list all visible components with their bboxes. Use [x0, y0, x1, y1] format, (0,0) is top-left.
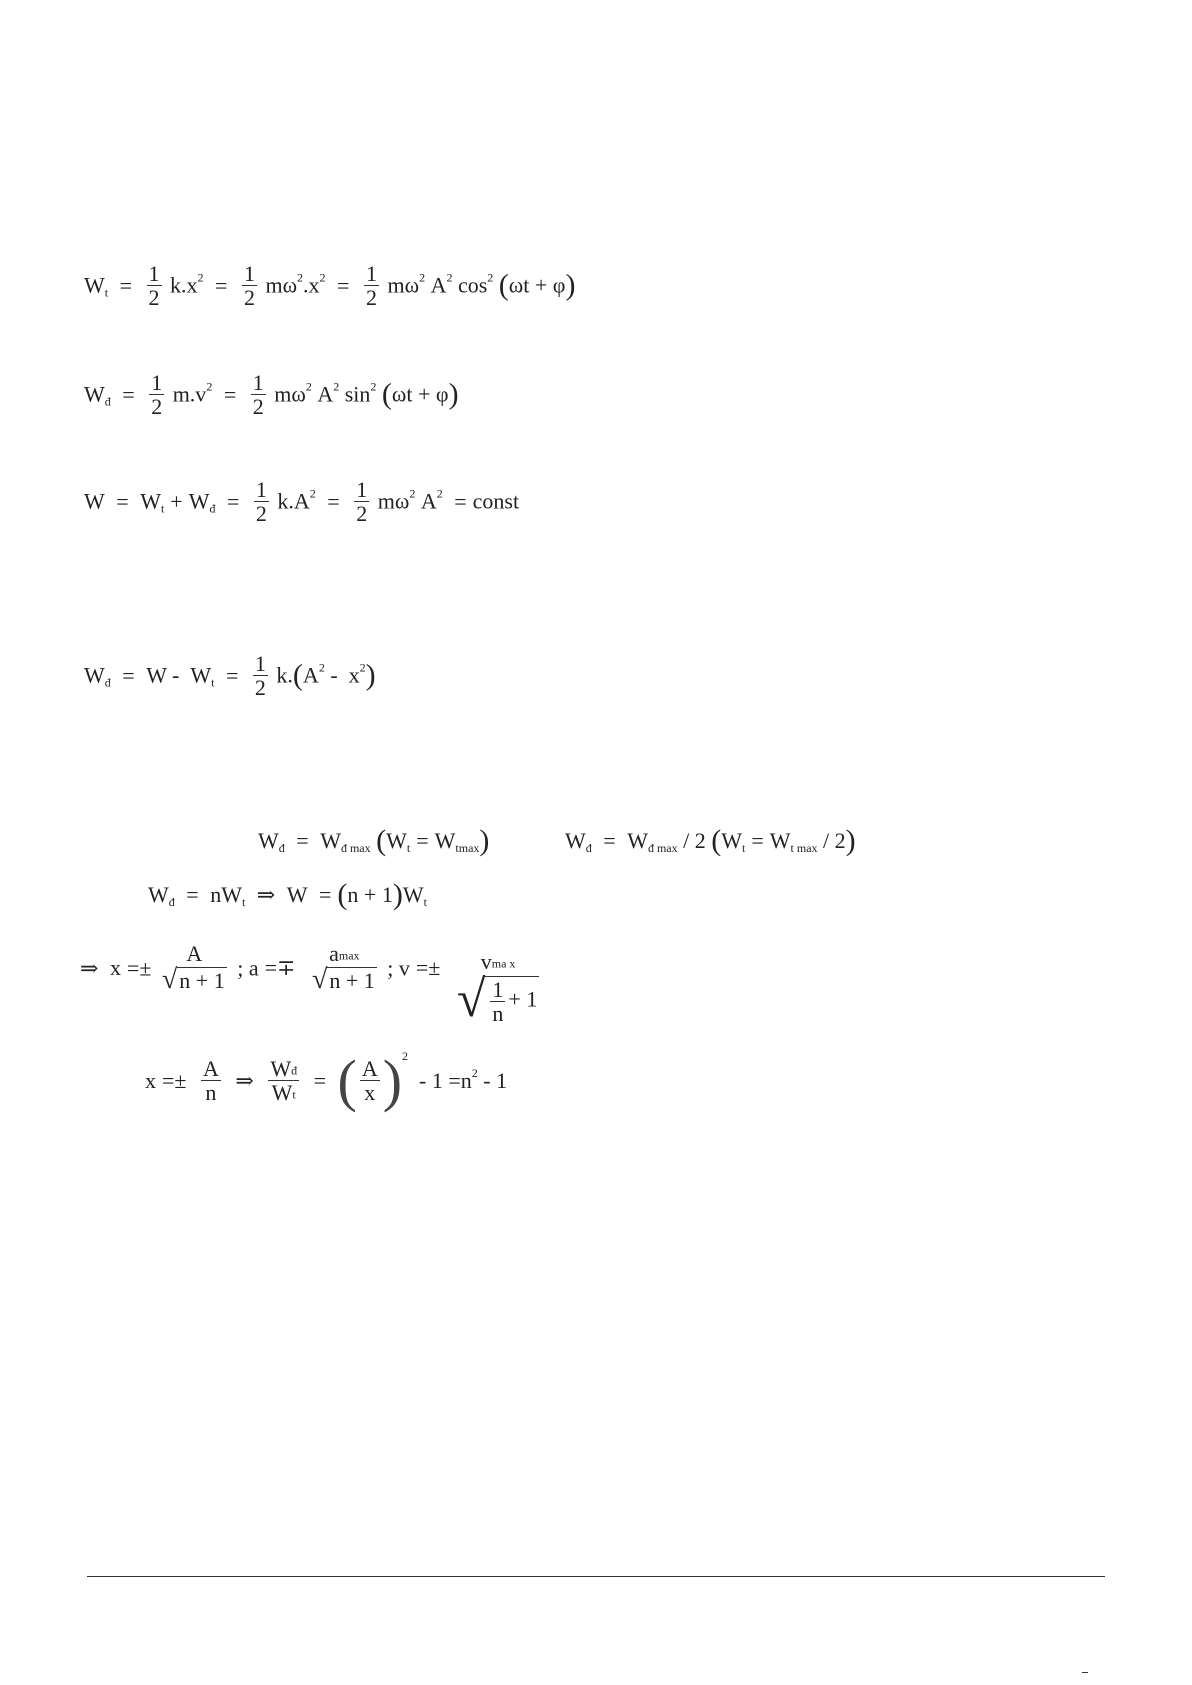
equation-ratio-from-position: x =± $\frac{A}{n}$ ⇒ $\frac{Wđ}{Wt}$ = ( $\frac{A}{x}$ )$^2 - 1 =n^2 - 1$ — [145, 1047, 508, 1113]
footer-mark — [1082, 1672, 1088, 1673]
equation-potential-energy: $W_t$ = $\frac{1}{2}$ $k.x^2$ = $\frac{1}{2}$ $m\omega^2.x^2$ = $\frac{1}{2}$ $m\omega^2$ $A^2$ $\cos^2 (\omega t + \varphi)$ — [84, 261, 576, 311]
equation-kinetic-from-total: $W_đ = W - W_t$ = $\frac{1}{2}$ $k.(A^2 - x^2)$ — [84, 651, 376, 701]
equation-position-velocity: ⇒ x =± A √n + 1 ; a =∓ amax √n + 1 ; v =± vma x √ $\frac{1}{n}$ + 1 — [80, 941, 538, 1029]
const-label: const — [472, 488, 520, 514]
equation-ratio-n: $W_đ = nW_t$ ⇒ $W = (n + 1)W_t$ — [148, 878, 427, 911]
equation-max-relation-2: $W_đ = W_{đ max} / 2$ $(W_t = W_{t max} / 2)$ — [565, 824, 856, 857]
equation-max-relation-1: $W_đ = W_{đ max}$ $(W_t = W_{tmax})$ — [258, 824, 490, 857]
equation-kinetic-energy: $W_đ$ = $\frac{1}{2}$ $m.v^2$ = $\frac{1}{2}$ $m\omega^2$ $A^2$ $\sin^2 (\omega t + \varphi)$ — [84, 370, 459, 420]
equation-total-energy: $W = W_t + W_đ$ = $\frac{1}{2}$ $k.A^2$ = $\frac{1}{2}$ $m\omega^2$ $A^2$ = const — [84, 477, 520, 527]
footer-rule — [87, 1576, 1105, 1577]
